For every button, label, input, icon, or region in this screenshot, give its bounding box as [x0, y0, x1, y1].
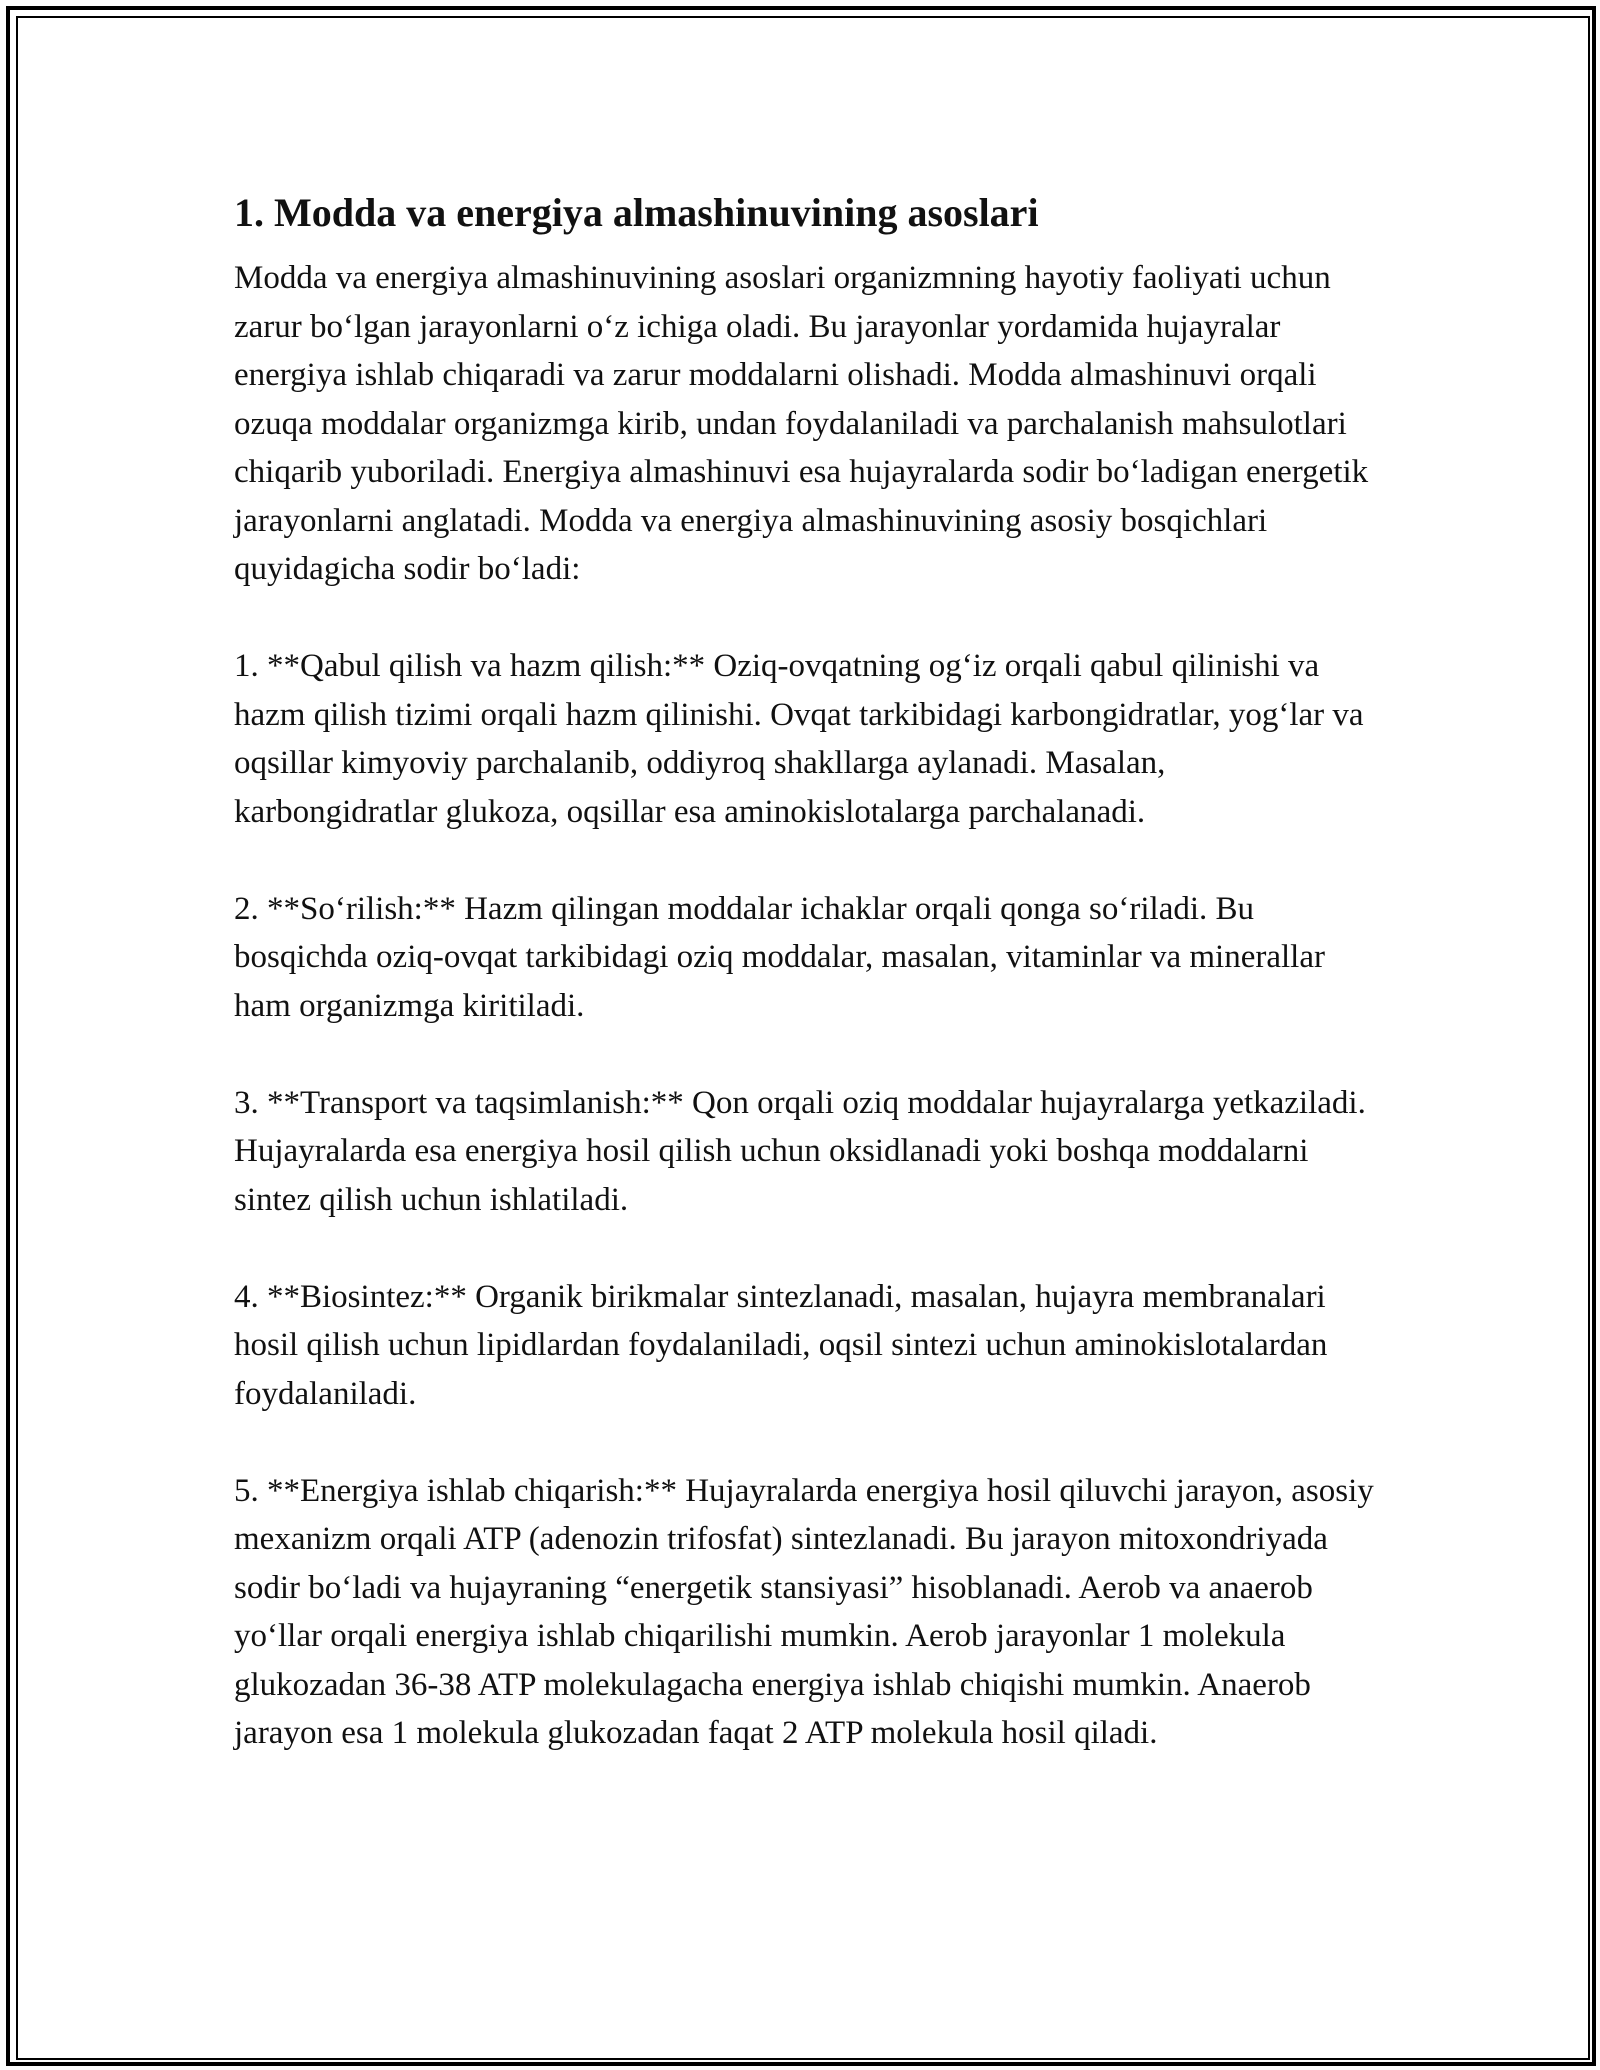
step-5-paragraph: 5. **Energiya ishlab chiqarish:** Hujayralarda energiya hosil qiluvchi jarayon, asosiy mexanizm orqali ATP (adenozin trifosfat) sintezlanadi. Bu jarayon mitoxondriyada sodir bo‘ladi va hujayraning “energetik stansiyasi” hisoblanadi. Aerob va anaerob yo‘llar orqali energiya ishlab chiqarilishi mumkin. Aerob jarayonlar 1 molekula glukozadan 36-38 ATP molekulagacha energiya ishlab chiqishi mumkin. Anaerob jarayon esa 1 molekula glukozadan faqat 2 ATP molekula hosil qiladi.: [234, 1472, 1374, 1751]
step-4-paragraph: 4. **Biosintez:** Organik birikmalar sintezlanadi, masalan, hujayra membranalari hosil qilish uchun lipidlardan foydalaniladi, oqsil sintezi uchun aminokislotalardan foydalaniladi.: [234, 1278, 1328, 1412]
step-1-paragraph: 1. **Qabul qilish va hazm qilish:** Oziq-ovqatning og‘iz orqali qabul qilinishi va hazm qilish tizimi orqali hazm qilinishi. Ovqat tarkibidagi karbongidratlar, yog‘lar va oqsillar kimyoviy parchalanib, oddiyroq shakllarga aylanadi. Masalan, karbongidratlar glukoza, oqsillar esa aminokislotalarga parchalanadi.: [234, 648, 1364, 830]
document-body: [234, 182, 1374, 1806]
intro-paragraph: Modda va energiya almashinuvining asoslari organizmning hayotiy faoliyati uchun zarur bo‘lgan jarayonlarni o‘z ichiga oladi. Bu jarayonlar yordamida hujayralar energiya ishlab chiqaradi va zarur moddalarni olishadi. Modda almashinuvi orqali ozuqa moddalar organizmga kirib, undan foydalaniladi va parchalanish mahsulotlari chiqarib yuboriladi. Energiya almashinuvi esa hujayralarda sodir bo‘ladigan energetik jarayonlarni anglatadi. Modda va energiya almashinuvining asosiy bosqichlari quyidagicha sodir bo‘ladi:: [234, 260, 1369, 587]
section-heading: 1. Modda va energiya almashinuvining asoslari: [234, 190, 1039, 235]
step-3-paragraph: 3. **Transport va taqsimlanish:** Qon orqali oziq moddalar hujayralarga yetkaziladi. Hujayralarda esa energiya hosil qilish uchun oksidlanadi yoki boshqa moddalarni sintez qilish uchun ishlatiladi.: [234, 1084, 1366, 1218]
step-2-paragraph: 2. **So‘rilish:** Hazm qilingan moddalar ichaklar orqali qonga so‘riladi. Bu bosqichda oziq-ovqat tarkibidagi oziq moddalar, masalan, vitaminlar va minerallar ham organizmga kiritiladi.: [234, 890, 1325, 1024]
